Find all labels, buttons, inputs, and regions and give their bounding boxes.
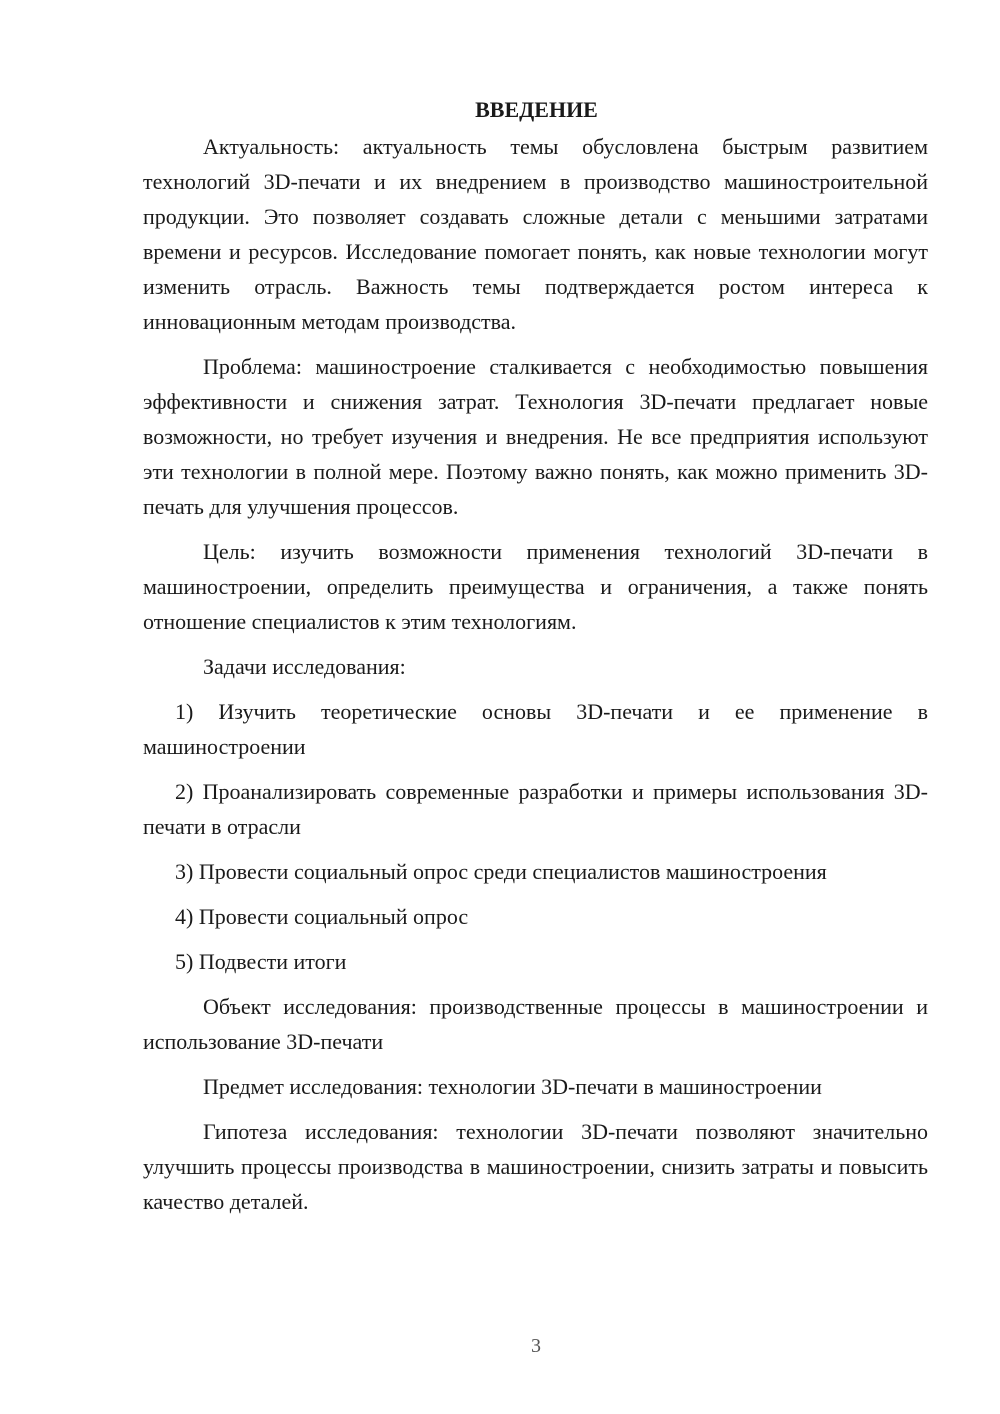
- task-item-5: 5) Подвести итоги: [175, 949, 347, 974]
- document-page: [143, 92, 928, 1229]
- paragraph-goal: Цель: изучить возможности применения технологий 3D-печати в машиностроении, определить преимущества и ограничения, а также понять отношение специалистов к этим технологиям.: [143, 539, 928, 634]
- paragraph-tasks-heading: Задачи исследования:: [203, 654, 406, 679]
- task-item-1: 1) Изучить теоретические основы 3D-печати и ее применение в машиностроении: [143, 699, 928, 759]
- paragraph-relevance: Актуальность: актуальность темы обусловлена быстрым развитием технологий 3D-печати и их внедрением в производство машиностроительной продукции. Это позволяет создавать сложные детали с меньшими затратами времени и ресурсов. Исследование помогает понять, как новые технологии могут изменить отрасль. Важность темы подтверждается ростом интереса к инновационным методам производства.: [143, 134, 928, 334]
- paragraph-subject: Предмет исследования: технологии 3D-печати в машиностроении: [203, 1074, 822, 1099]
- paragraph-object: Объект исследования: производственные процессы в машиностроении и использование 3D-печати: [143, 994, 928, 1054]
- page-number: 3: [531, 1335, 541, 1357]
- paragraph-hypothesis: Гипотеза исследования: технологии 3D-печати позволяют значительно улучшить процессы производства в машиностроении, снизить затраты и повысить качество деталей.: [143, 1119, 928, 1214]
- section-title: ВВЕДЕНИЕ: [475, 97, 598, 122]
- paragraph-problem: Проблема: машиностроение сталкивается с необходимостью повышения эффективности и снижения затрат. Технология 3D-печати предлагает новые возможности, но требует изучения и внедрения. Не все предприятия используют эти технологии в полной мере. Поэтому важно понять, как можно применить 3D-печать для улучшения процессов.: [143, 354, 928, 519]
- task-item-2: 2) Проанализировать современные разработки и примеры использования 3D-печати в отрасли: [143, 779, 928, 839]
- task-item-3: 3) Провести социальный опрос среди специалистов машиностроения: [175, 859, 827, 884]
- task-item-4: 4) Провести социальный опрос: [175, 904, 469, 929]
